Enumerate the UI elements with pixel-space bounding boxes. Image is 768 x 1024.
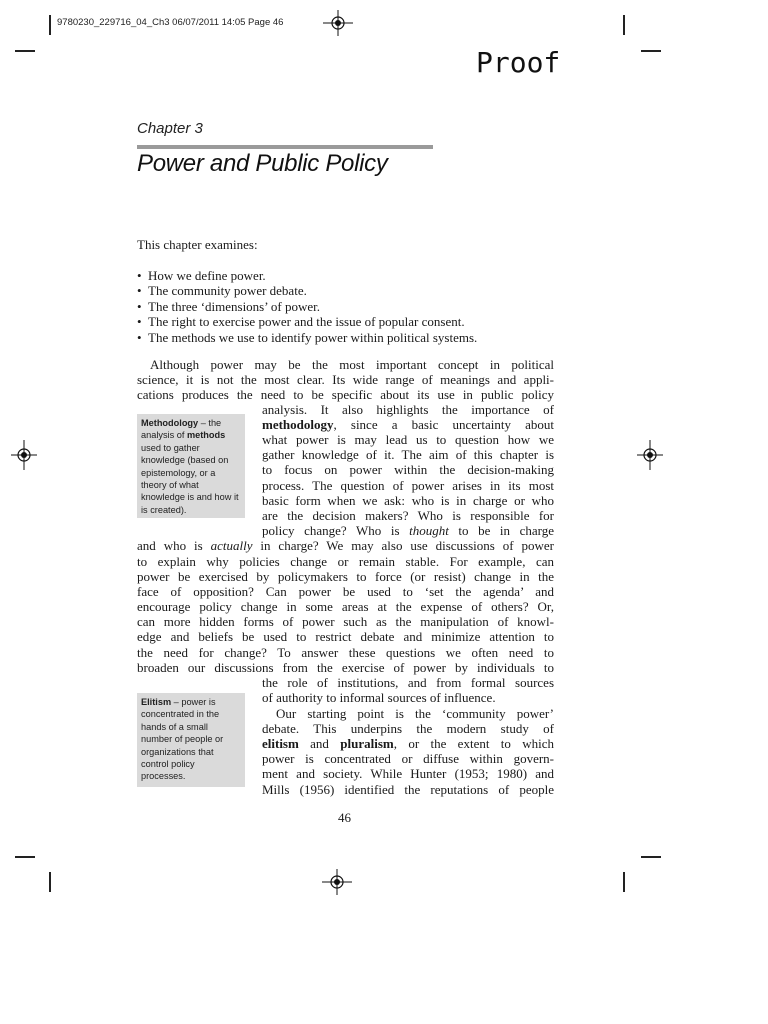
registration-mark-icon bbox=[323, 10, 353, 36]
body-line: what power is may lead us to question how we bbox=[262, 432, 554, 447]
crop-mark bbox=[641, 50, 661, 52]
body-line: to explain why policies change or remain stable. For example, can bbox=[137, 554, 554, 569]
list-item: • The methods we use to identify power within political systems. bbox=[137, 330, 477, 345]
registration-mark-icon bbox=[11, 440, 37, 470]
list-item: • How we define power. bbox=[137, 268, 477, 283]
body-line: the need for change? To answer these questions we often need to bbox=[137, 645, 554, 660]
chapter-title: Power and Public Policy bbox=[137, 150, 388, 177]
body-line: elitism and pluralism, or the extent to which bbox=[262, 736, 554, 751]
title-rule bbox=[137, 145, 433, 149]
bullet-list bbox=[137, 268, 477, 345]
body-line: policy change? Who is thought to be in charge bbox=[262, 523, 554, 538]
crop-mark bbox=[623, 15, 625, 35]
key-term: pluralism bbox=[340, 736, 394, 751]
body-line: process. The question of power arises in its most bbox=[262, 478, 554, 493]
body-line: encourage policy change in some areas at the expense of others? Or, bbox=[137, 599, 554, 614]
body-line: basic form when we ask: who is in charge or who bbox=[262, 493, 554, 508]
body-line: Mills (1956) identified the reputations of people bbox=[262, 782, 554, 797]
body-line: methodology, since a basic uncertainty about bbox=[262, 417, 554, 432]
list-item: • The three ‘dimensions’ of power. bbox=[137, 299, 477, 314]
body-line: can more hidden forms of power such as the manipulation of knowl- bbox=[137, 614, 554, 629]
body-line: power is concentrated or diffuse within govern- bbox=[262, 751, 554, 766]
body-line: gather knowledge of it. The aim of this chapter is bbox=[262, 447, 554, 462]
crop-mark bbox=[623, 872, 625, 892]
intro-text: This chapter examines: bbox=[137, 237, 258, 252]
body-line: broaden our discussions from the exercise of power by individuals to bbox=[137, 660, 554, 675]
glossary-term: Methodology bbox=[141, 418, 199, 428]
body-line: are the decision makers? Who is responsible for bbox=[262, 508, 554, 523]
registration-mark-icon bbox=[637, 440, 663, 470]
glossary-box-methodology: Methodology – the analysis of methods used to gather knowledge (based on epistemology, or a theory of what knowledge is and how it is created). bbox=[137, 414, 245, 518]
key-term: methodology bbox=[262, 417, 334, 432]
list-item: • The community power debate. bbox=[137, 283, 477, 298]
body-line: power be exercised by policymakers to force (or resist) change in the bbox=[137, 569, 554, 584]
crop-mark bbox=[641, 856, 661, 858]
body-line: Our starting point is the ‘community power’ bbox=[276, 706, 554, 721]
body-line: edge and beliefs be used to restrict debate and minimize attention to bbox=[137, 629, 554, 644]
printer-slug: 9780230_229716_04_Ch3 06/07/2011 14:05 Page 46 bbox=[57, 17, 284, 28]
key-term: elitism bbox=[262, 736, 299, 751]
body-line: ment and society. While Hunter (1953; 1980) and bbox=[262, 766, 554, 781]
body-line: of authority to informal sources of influence. bbox=[262, 690, 496, 705]
crop-mark bbox=[49, 15, 51, 35]
glossary-term: Elitism bbox=[141, 697, 172, 707]
registration-mark-icon bbox=[322, 869, 352, 895]
list-item: • The right to exercise power and the issue of popular consent. bbox=[137, 314, 477, 329]
chapter-number: Chapter 3 bbox=[137, 120, 203, 137]
body-line: to focus on power within the decision-making bbox=[262, 462, 554, 477]
body-line: Although power may be the most important concept in political bbox=[150, 357, 554, 372]
crop-mark bbox=[15, 856, 35, 858]
glossary-box-elitism: Elitism – power is concentrated in the hands of a small number of people or organizations that control policy processes. bbox=[137, 693, 245, 787]
body-line: science, it is not the most clear. Its wide range of meanings and appli- bbox=[137, 372, 554, 387]
body-line: debate. This underpins the modern study of bbox=[262, 721, 554, 736]
page-number: 46 bbox=[338, 810, 351, 825]
crop-mark bbox=[15, 50, 35, 52]
proof-label: Proof bbox=[476, 46, 561, 79]
crop-mark bbox=[49, 872, 51, 892]
body-line: face of opposition? Can power be used to ‘set the agenda’ and bbox=[137, 584, 554, 599]
body-line: the role of institutions, and from formal sources bbox=[262, 675, 554, 690]
body-line: analysis. It also highlights the importance of bbox=[262, 402, 554, 417]
body-line: and who is actually in charge? We may also use discussions of power bbox=[137, 538, 554, 553]
body-line: cations produces the need to be specific about its use in public policy bbox=[137, 387, 554, 402]
